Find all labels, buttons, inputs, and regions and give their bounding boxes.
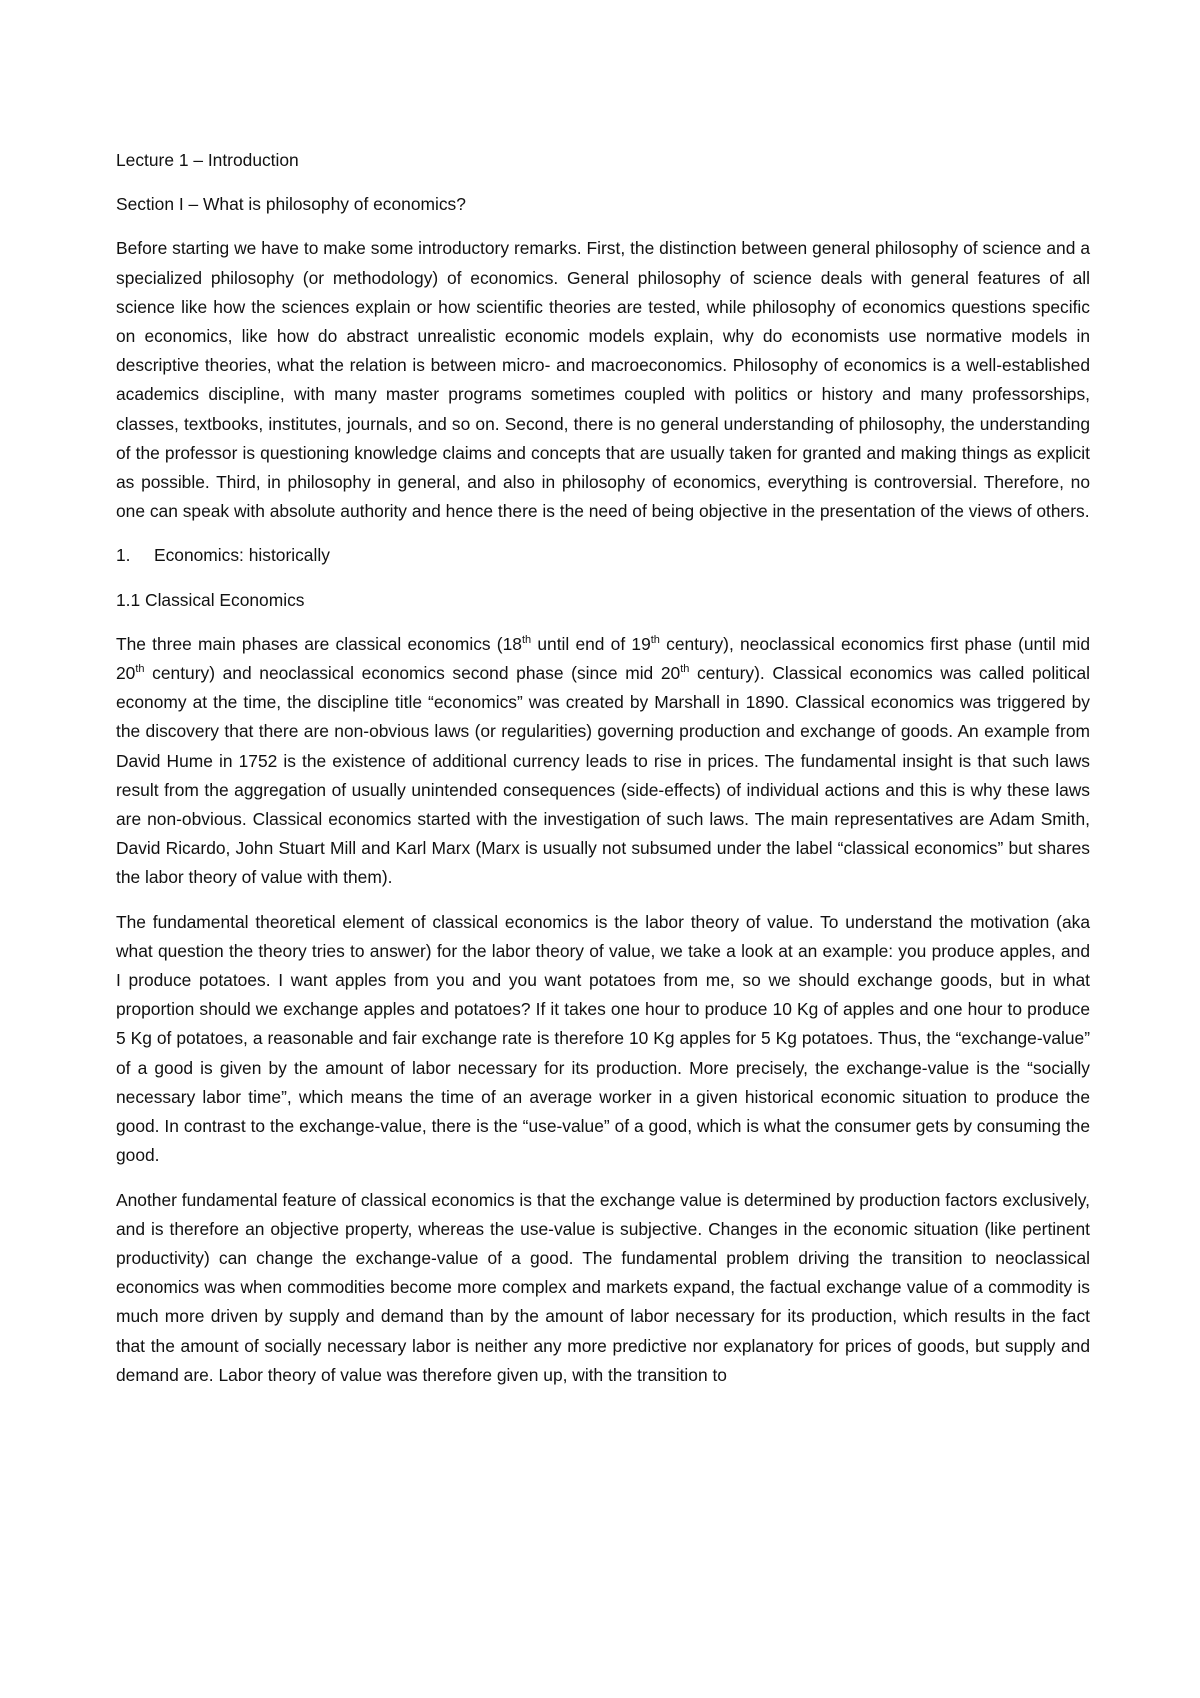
text-run: century) and neoclassical economics second phase (since mid 20 [144, 663, 681, 684]
section-title: Section I – What is philosophy of economics? [116, 194, 466, 215]
text-run: until end of 19 [531, 633, 651, 654]
list-number: 1. [116, 545, 131, 566]
exchange-value-paragraph: Another fundamental feature of classical economics is that the exchange value is determined by production factors exclusively, and is therefore an objective property, whereas the use-value is subjective. Changes in the economic situation (like pertinent productivity) can change the exchange-value of a good. The fundamental problem driving the transition to neoclassical economics was when commodities become more complex and markets expand, the factual exchange value of a commodity is much more driven by supply and demand than by the amount of labor necessary for its production, which results in the fact that the amount of socially necessary labor is neither any more predictive nor explanatory for prices of goods, but supply and demand are. Labor theory of value was therefore given up, with the transition to [116, 1189, 1090, 1385]
text-run: century), neoclassical economics first phase (until mid 20 [116, 633, 1091, 684]
lecture-title: Lecture 1 – Introduction [116, 150, 299, 170]
subsection-title: 1.1 Classical Economics [116, 589, 305, 610]
superscript: th [521, 634, 532, 647]
list-heading: Economics: historically [154, 545, 330, 566]
text-run: century). Classical economics was called political economy at the time, the discipline title “economics” was created by Marshall in 1890. Classical economics was triggered by the discovery that there are non-obvious laws (or regularities) governing production and exchange of goods. An example from David Hume in 1752 is the existence of additional currency leads to rise in prices. The fundamental insight is that such laws result from the aggregation of usually unintended consequences (side-effects) of individual actions and this is why these laws are non-obvious. Classical economics started with the investigation of such laws. The main representatives are Adam Smith, David Ricardo, John Stuart Mill and Karl Marx (Marx is usually not subsumed under the label “classical economics” but shares the labor theory of value with them). [116, 663, 1090, 888]
superscript: th [135, 663, 145, 676]
document-body [116, 146, 1090, 1405]
text-run: The three main phases are classical economics (18 [116, 633, 522, 654]
superscript: th [680, 663, 690, 676]
classical-economics-paragraph [116, 630, 1090, 893]
labor-theory-paragraph: The fundamental theoretical element of classical economics is the labor theory of value. To understand the motivation (aka what question the theory tries to answer) for the labor theory of value, we take a look at an example: you produce apples, and I produce potatoes. I want apples from you and you want potatoes from me, so we should exchange goods, but in what proportion should we exchange apples and potatoes? If it takes one hour to produce 10 Kg of apples and one hour to produce 5 Kg of potatoes, a reasonable and fair exchange rate is therefore 10 Kg apples for 5 Kg potatoes. Thus, the “exchange-value” of a good is given by the amount of labor necessary for its production. More precisely, the exchange-value is the “socially necessary labor time”, which means the time of an average worker in a given historical economic situation to produce the good. In contrast to the exchange-value, there is the “use-value” of a good, which is what the consumer gets by consuming the good. [116, 911, 1090, 1166]
intro-paragraph: Before starting we have to make some introductory remarks. First, the distinction between general philosophy of science and a specialized philosophy (or methodology) of economics. General philosophy of science deals with general features of all science like how the sciences explain or how scientific theories are tested, while philosophy of economics questions specific on economics, like how do abstract unrealistic economic models explain, why do economists use normative models in descriptive theories, what the relation is between micro- and macroeconomics. Philosophy of economics is a well-established academics discipline, with many master programs sometimes coupled with politics or history and many professorships, classes, textbooks, institutes, journals, and so on. Second, there is no general understanding of philosophy, the understanding of the professor is questioning knowledge claims and concepts that are usually taken for granted and making things as explicit as possible. Third, in philosophy in general, and also in philosophy of economics, everything is controversial. Therefore, no one can speak with absolute authority and hence there is the need of being objective in the presentation of the views of others. [116, 238, 1090, 522]
numbered-list-item [116, 541, 1090, 570]
superscript: th [650, 634, 660, 647]
